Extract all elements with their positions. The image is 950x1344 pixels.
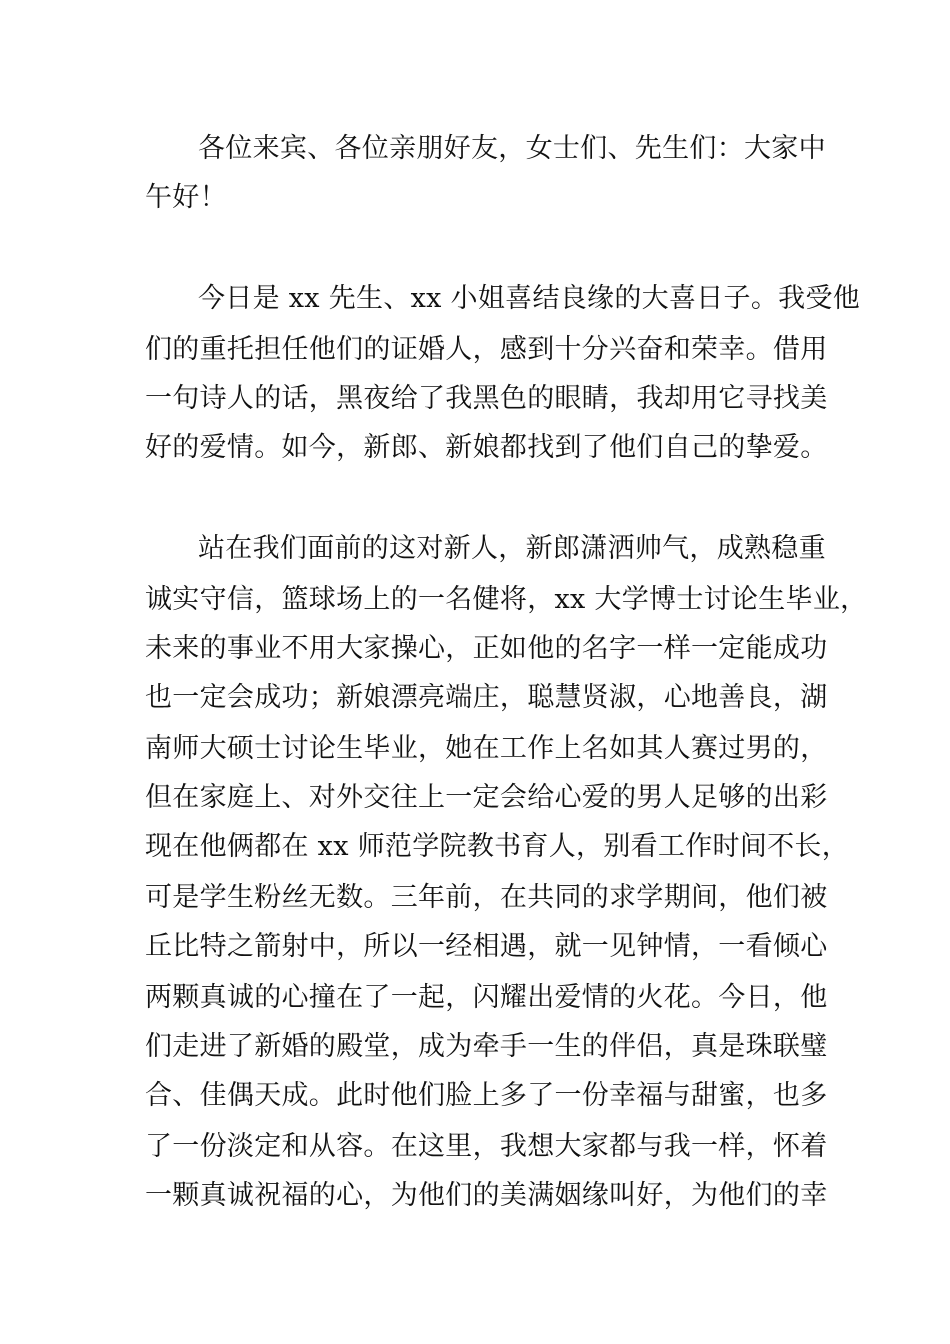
paragraph-2-line-2: 们的重托担任他们的证婚人，感到十分兴奋和荣幸。借用 bbox=[145, 334, 828, 365]
paragraph-3-line-8: 可是学生粉丝无数。三年前，在共同的求学期间，他们被 bbox=[145, 882, 828, 913]
paragraph-3-line-13: 了一份淡定和从容。在这里，我想大家都与我一样，怀着 bbox=[145, 1131, 828, 1162]
paragraph-3-line-4: 也一定会成功；新娘漂亮端庄，聪慧贤淑，心地善良，湖 bbox=[145, 682, 828, 713]
paragraph-3-line-6: 但在家庭上、对外交往上一定会给心爱的男人足够的出彩 bbox=[145, 782, 828, 813]
paragraph-2-line-4: 好的爱情。如今，新郎、新娘都找到了他们自己的挚爱。 bbox=[145, 432, 828, 463]
paragraph-1-line-2: 午好！ bbox=[145, 182, 227, 213]
paragraph-3-line-9: 丘比特之箭射中，所以一经相遇，就一见钟情，一看倾心 bbox=[145, 931, 828, 962]
paragraph-3-line-1: 站在我们面前的这对新人，新郎潇洒帅气，成熟稳重 bbox=[198, 533, 826, 564]
paragraph-3-line-3: 未来的事业不用大家操心，正如他的名字一样一定能成功 bbox=[145, 633, 828, 664]
paragraph-2-line-1: 今日是 xx 先生、xx 小姐喜结良缘的大喜日子。我受他 bbox=[198, 283, 861, 314]
paragraph-3-line-2: 诚实守信，篮球场上的一名健将，xx 大学博士讨论生毕业， bbox=[145, 584, 868, 615]
paragraph-3-line-11: 们走进了新婚的殿堂，成为牵手一生的伴侣，真是珠联璧 bbox=[145, 1031, 828, 1062]
paragraph-3-line-5: 南师大硕士讨论生毕业，她在工作上名如其人赛过男的， bbox=[145, 733, 828, 764]
paragraph-3-line-14: 一颗真诚祝福的心，为他们的美满姻缘叫好，为他们的幸 bbox=[145, 1180, 828, 1211]
paragraph-3-line-12: 合、佳偶天成。此时他们脸上多了一份幸福与甜蜜，也多 bbox=[145, 1080, 828, 1111]
paragraph-3-line-7: 现在他俩都在 xx 师范学院教书育人，别看工作时间不长， bbox=[145, 831, 850, 862]
paragraph-2-line-3: 一句诗人的话，黑夜给了我黑色的眼睛，我却用它寻找美 bbox=[145, 383, 828, 414]
paragraph-3-line-10: 两颗真诚的心撞在了一起，闪耀出爱情的火花。今日，他 bbox=[145, 982, 828, 1013]
paragraph-1-line-1: 各位来宾、各位亲朋好友，女士们、先生们：大家中 bbox=[198, 133, 826, 164]
